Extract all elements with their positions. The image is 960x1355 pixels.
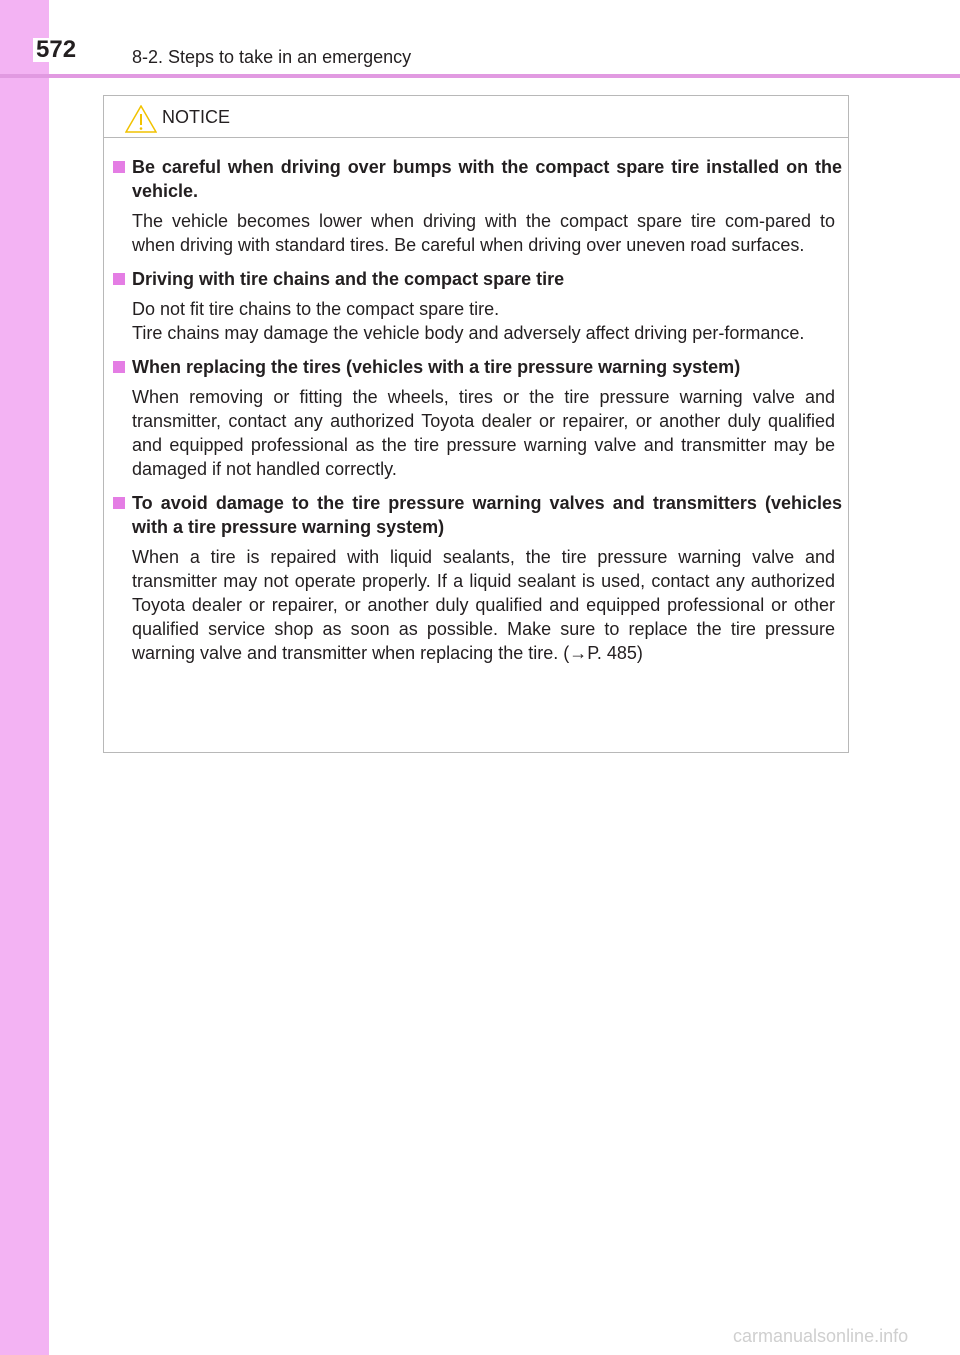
- notice-item-heading: To avoid damage to the tire pressure warning valves and transmitters (vehicles with a tire pressure warning system): [112, 491, 842, 539]
- page-header: [0, 0, 960, 76]
- notice-item-body: [112, 297, 842, 345]
- notice-items: [112, 155, 842, 675]
- watermark: carmanualsonline.info: [733, 1326, 909, 1346]
- section-title: 8-2. Steps to take in an emergency: [132, 47, 412, 67]
- square-bullet-icon: [113, 361, 125, 373]
- notice-item: [112, 491, 842, 665]
- notice-box: [103, 95, 849, 753]
- paragraph: Tire chains may damage the vehicle body and adversely affect driving per-formance.: [132, 323, 805, 343]
- paragraph: When a tire is repaired with liquid sealants, the tire pressure warning valve and transmitter may not operate properly. If a liquid sealant is used, contact any authorized Toyota dealer or repairer, or another duly qualified and equipped professional or other qualified service shop as soon as possible. Make sure to replace the tire pressure warning valve and transmitter when replacing the tire. (→P. 485): [132, 547, 835, 663]
- notice-title: NOTICE: [162, 107, 231, 127]
- page-number: 572: [33, 38, 79, 62]
- header-divider: [0, 74, 960, 78]
- paragraph: Do not fit tire chains to the compact spare tire.: [132, 299, 500, 319]
- notice-header: [104, 96, 848, 138]
- notice-item-heading: Be careful when driving over bumps with the compact spare tire installed on the vehicle.: [112, 155, 842, 203]
- notice-item-body: [112, 385, 842, 481]
- notice-item: [112, 355, 842, 481]
- left-color-band: [0, 0, 49, 1355]
- notice-item: [112, 267, 842, 345]
- square-bullet-icon: [113, 497, 125, 509]
- paragraph: The vehicle becomes lower when driving with the compact spare tire com-pared to when driving with standard tires. Be careful when driving over uneven road surfaces.: [132, 211, 835, 255]
- square-bullet-icon: [113, 273, 125, 285]
- notice-item-body: [112, 209, 842, 257]
- paragraph: When removing or fitting the wheels, tires or the tire pressure warning valve and transmitter, contact any authorized Toyota dealer or repairer, or another duly qualified and equipped professional as the tire pressure warning valve and transmitter may be damaged if not handled correctly.: [132, 387, 835, 479]
- notice-item-heading: Driving with tire chains and the compact spare tire: [112, 267, 842, 291]
- notice-item-body: [112, 545, 842, 665]
- warning-triangle-icon: [125, 105, 157, 133]
- notice-item-heading: When replacing the tires (vehicles with a tire pressure warning system): [112, 355, 842, 379]
- square-bullet-icon: [113, 161, 125, 173]
- notice-item: [112, 155, 842, 257]
